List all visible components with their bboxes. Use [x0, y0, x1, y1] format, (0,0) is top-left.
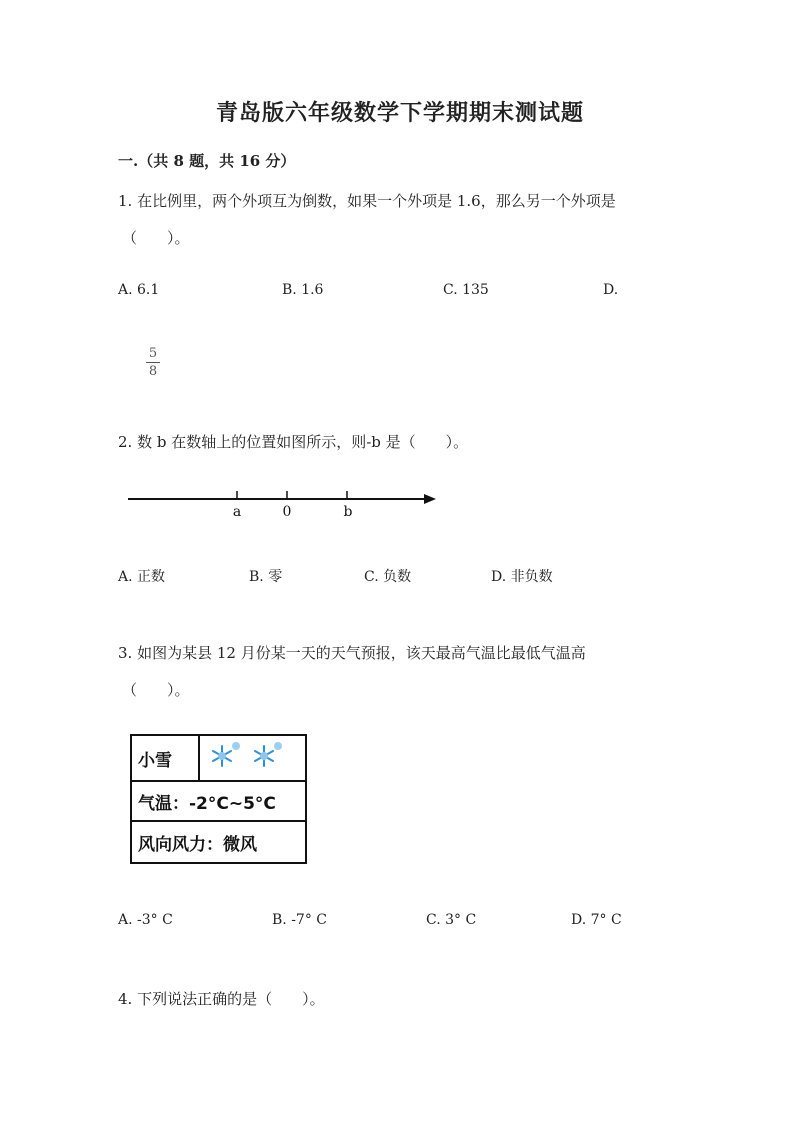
question-3-option-d[interactable]: D. 7° C [571, 912, 622, 928]
number-line-figure [120, 484, 450, 524]
fraction-bar [146, 362, 160, 363]
page-title: 青岛版六年级数学下学期期末测试题 [215, 100, 584, 126]
weather-temperature: 气温：-2°C~5°C [138, 793, 276, 814]
section-heading: 一.（共 8 题，共 16 分） [118, 152, 296, 170]
question-3-blank: （ ）。 [122, 681, 190, 699]
label-zero: 0 [282, 504, 292, 520]
question-3-text: 3. 如图为某县 12 月份某一天的天气预报，该天最高气温比最低气温高 [118, 644, 586, 662]
fraction-denominator: 8 [148, 364, 158, 379]
question-1-blank: （ ）。 [122, 229, 190, 247]
fraction-numerator: 5 [148, 346, 158, 361]
weather-wind-row [132, 822, 305, 862]
question-4-text: 4. 下列说法正确的是（ ）。 [118, 990, 325, 1008]
question-1-text: 1. 在比例里，两个外项互为倒数，如果一个外项是 1.6，那么另一个外项是 [118, 192, 616, 210]
question-2-option-b[interactable]: B. 零 [249, 569, 283, 585]
question-2-option-d[interactable]: D. 非负数 [491, 569, 553, 585]
label-a: a [232, 504, 242, 520]
question-3-option-a[interactable]: A. -3° C [118, 912, 173, 928]
question-2-option-a[interactable]: A. 正数 [118, 569, 166, 585]
question-1-option-d[interactable]: D. [603, 282, 619, 298]
question-2-option-c[interactable]: C. 负数 [364, 569, 412, 585]
question-3-option-c[interactable]: C. 3° C [426, 912, 477, 928]
weather-wind: 风向风力：微风 [138, 834, 257, 855]
question-1-option-a[interactable]: A. 6.1 [118, 282, 160, 298]
question-1-option-b[interactable]: B. 1.6 [282, 282, 324, 298]
weather-divider [198, 736, 200, 780]
weather-condition-row [132, 736, 305, 782]
question-1-option-c[interactable]: C. 135 [443, 282, 489, 298]
weather-forecast-card [130, 734, 307, 864]
weather-condition: 小雪 [138, 750, 172, 771]
number-line-arrow [424, 494, 436, 504]
question-2-text: 2. 数 b 在数轴上的位置如图所示，则-b 是（ ）。 [118, 433, 469, 451]
snow-icon [208, 740, 242, 768]
weather-temperature-row [132, 782, 305, 822]
snow-icon [250, 740, 284, 768]
question-1-option-d-fraction [146, 346, 160, 379]
label-b: b [343, 504, 353, 520]
question-3-option-b[interactable]: B. -7° C [272, 912, 327, 928]
